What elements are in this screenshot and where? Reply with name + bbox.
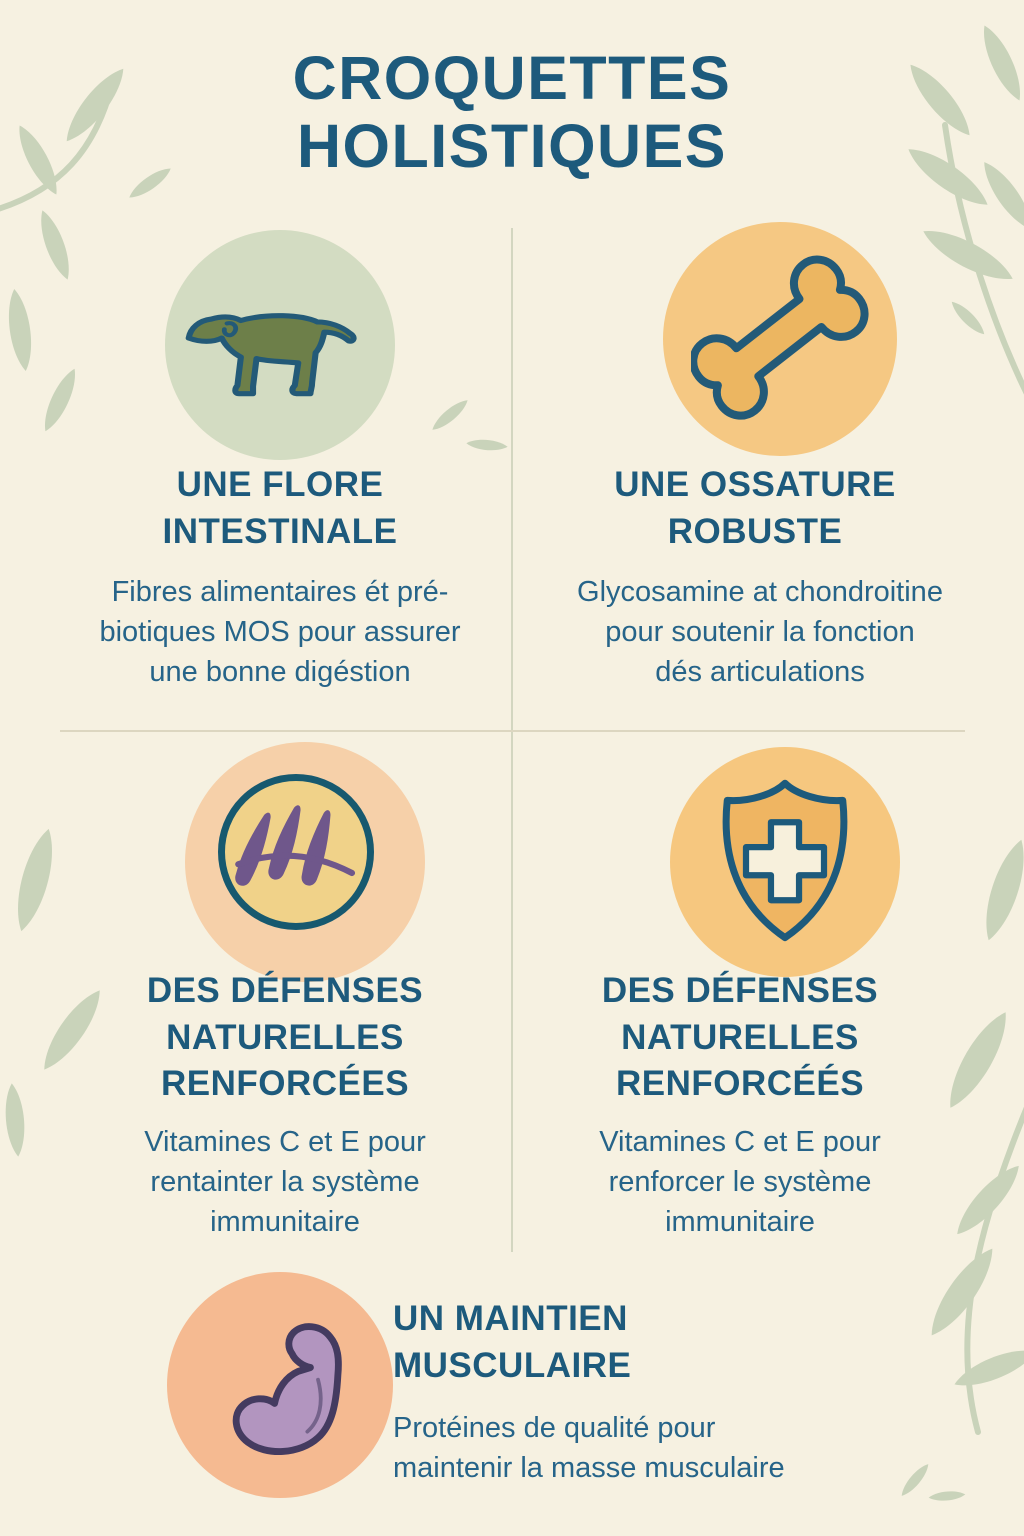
body-line: immunitaire: [665, 1206, 815, 1239]
section-heading-defenses-droite: [500, 968, 980, 1108]
body-line: Vitamines C et E pour: [144, 1126, 426, 1158]
heading-line: NATURELLES: [166, 1017, 404, 1057]
flore-icon-circle: [165, 230, 395, 460]
body-line: pour soutenir la fonction: [605, 616, 915, 649]
body-line: Protéines de qualité pour: [393, 1412, 716, 1444]
muscle-icon-circle: [167, 1272, 393, 1498]
defenses-gauche-icon-circle: [185, 742, 425, 982]
hair-follicles-icon: [226, 782, 366, 922]
body-line: Glycosamine at chondroitine: [577, 576, 943, 608]
section-heading-flore: [40, 462, 520, 555]
heading-line: UN MAINTIEN: [393, 1299, 628, 1338]
horizontal-divider: [60, 730, 965, 732]
ossature-icon-circle: [663, 222, 897, 456]
body-line: dés articulations: [655, 656, 865, 689]
section-body-defenses-droite: [500, 1122, 980, 1242]
dog-icon: [180, 281, 380, 409]
body-line: rentainter la système: [150, 1166, 420, 1199]
section-body-defenses-gauche: [45, 1122, 525, 1242]
heading-line: UNE OSSATURE: [614, 465, 896, 504]
heading-line: ROBUSTE: [667, 511, 843, 551]
leaf-sprig-near-dog: [429, 396, 508, 452]
section-heading-muscle: [393, 1296, 973, 1389]
heading-line: INTESTINALE: [162, 511, 398, 551]
heading-line: DES DÉFENSES: [601, 971, 879, 1010]
title-line: CROQUETTES: [292, 44, 732, 112]
section-heading-ossature: [520, 462, 990, 555]
section-body-ossature: [515, 572, 1005, 692]
bone-icon: [691, 250, 869, 428]
title-line: HOLISTIQUES: [297, 112, 727, 181]
defenses-droite-icon-circle: [670, 747, 900, 977]
body-line: Fibres alimentaires ét pré-: [111, 576, 449, 608]
heading-line: UNE FLORE: [176, 465, 384, 504]
body-line: maintenir la masse musculaire: [393, 1452, 785, 1485]
section-body-flore: [40, 572, 520, 692]
heading-line: DES DÉFENSES: [146, 971, 424, 1010]
shield-cross-icon: [707, 772, 863, 952]
section-body-muscle: [393, 1408, 983, 1488]
heading-line: MUSCULAIRE: [393, 1345, 632, 1385]
follicle-inner-circle: [218, 774, 374, 930]
heading-line: RENFORCÉES: [160, 1064, 410, 1104]
body-line: biotiques MOS pour assurer: [99, 616, 461, 649]
body-line: une bonne digéstion: [149, 656, 411, 689]
page-title: [0, 44, 1024, 181]
muscle-icon: [202, 1305, 370, 1469]
heading-line: NATURELLES: [621, 1017, 859, 1057]
heading-line: RENFORCÉÉS: [615, 1064, 865, 1104]
body-line: Vitamines C et E pour: [599, 1126, 881, 1158]
body-line: immunitaire: [210, 1206, 360, 1239]
body-line: renforcer le système: [608, 1166, 872, 1199]
section-heading-defenses-gauche: [45, 968, 525, 1108]
